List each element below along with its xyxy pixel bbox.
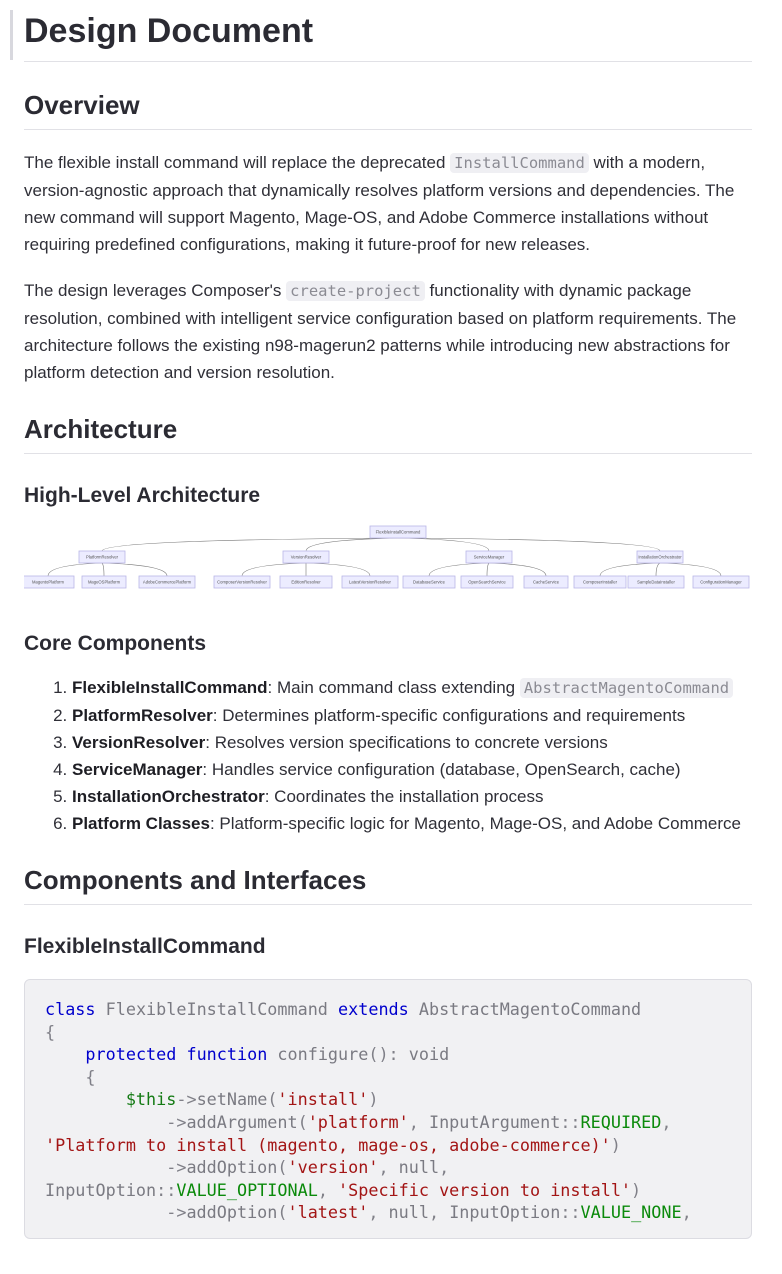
code-token: configure [277,1044,369,1065]
code-token: setName [196,1089,268,1110]
code-token: ( [277,1157,288,1178]
code-token: addArgument [186,1111,298,1132]
code-token: ( [267,1089,278,1110]
core-component-description: : Determines platform-specific configurations and requirements [212,706,686,725]
overview-p2-text-after: functionality with dynamic package resolution, combined with intelligent service configuration based on platform requirements. The architecture follows the existing n98-magerun2 patterns while introducing new abstractions for platform detection and version resolution. [24,281,737,382]
core-component-description: : Resolves version specifications to concrete versions [205,733,608,752]
code-token: , [661,1111,672,1132]
code-token: AbstractMagentoCommand [418,999,642,1019]
diagram-node-child-label: ComposerInstaller [583,579,617,585]
code-token: addOption [186,1157,278,1178]
code-line [45,1043,731,1066]
overview-p2-text-before: The design leverages Composer's [24,281,287,300]
diagram-edge [102,563,167,576]
code-token: 'Specific version to install' [338,1179,632,1200]
architecture-diagram [24,524,752,604]
diagram-edge [242,563,306,576]
diagram-node-group-label: PlatformResolver [85,554,119,560]
core-component-name: InstallationOrchestrator [72,787,265,806]
page-title: Design Document [24,0,752,62]
code-token: { [45,1066,96,1087]
code-token: :: [560,1111,581,1132]
code-line [45,1201,731,1224]
architecture-heading: Architecture [24,414,752,454]
core-component-name: ServiceManager [72,760,203,779]
diagram-edge [48,563,102,576]
diagram-edge [306,563,370,576]
diagram-node-child-label: SampleDataInstaller [637,579,675,585]
diagram-node-child [574,576,626,588]
diagram-node-group-label: ServiceManager [473,554,505,560]
core-component-description: : Handles service configuration (database, OpenSearch, cache) [202,760,681,779]
code-token [45,1044,85,1064]
code-token: void [408,1044,450,1065]
code-block [24,979,752,1239]
code-line [45,1134,731,1157]
inline-code-installcommand: InstallCommand [450,153,589,173]
code-line [45,1088,731,1111]
code-token: extends [338,999,409,1019]
flexibleinstallcommand-heading: FlexibleInstallCommand [24,935,266,958]
code-token: ) [631,1179,642,1200]
diagram-node-child-label: DatabaseService [413,579,445,585]
diagram-node-child-label: MagentoPlatform [32,579,64,585]
code-token: protected [85,1044,177,1065]
code-token: -> [176,1089,197,1110]
diagram-node-child [628,576,684,588]
diagram-node-group [637,551,683,563]
code-token: InputOption [45,1179,157,1200]
core-component-item [72,810,752,837]
overview-paragraph-1 [24,149,752,258]
diagram-node-group [79,551,125,563]
code-token: class [45,999,96,1019]
code-token: ( [297,1111,308,1132]
code-token [96,999,106,1019]
code-token [328,999,338,1019]
diagram-node-child [214,576,270,588]
diagram-node-child [24,576,74,588]
core-component-item [72,729,752,756]
core-components-list [24,674,752,837]
code-line [45,1021,731,1044]
core-component-description: : Coordinates the installation process [264,787,544,806]
code-line [45,1156,731,1179]
code-token: (): [368,1044,409,1065]
code-token: , [368,1202,389,1223]
diagram-node-child [342,576,398,588]
diagram-node-root-label: FlexibleInstallCommand [375,529,421,535]
diagram-edge [656,563,660,576]
core-component-name: VersionResolver [72,733,206,752]
diagram-node-group-label: InstallationOrchestrator [638,554,682,560]
diagram-node-child [280,576,332,588]
code-token: ( [277,1202,288,1223]
code-token: function [186,1044,268,1065]
code-token [176,1044,186,1064]
code-token: -> [45,1202,187,1223]
diagram-edge [487,563,489,576]
components-interfaces-heading: Components and Interfaces [24,865,752,905]
code-token: , [428,1202,450,1223]
code-token: :: [560,1202,581,1223]
code-line [45,1179,731,1202]
diagram-node-child-label: CacheService [532,579,560,585]
diagram-node-group [283,551,329,563]
diagram-edge [102,563,104,576]
code-line [45,1066,731,1089]
inline-code-abstractmagentocommand: AbstractMagentoCommand [520,678,733,698]
code-token: 'version' [287,1157,379,1178]
diagram-edge [398,538,489,551]
diagram-node-child [524,576,568,588]
core-component-name: FlexibleInstallCommand [72,678,268,697]
core-component-name: PlatformResolver [72,706,213,725]
diagram-node-child-label: ConfigurationManager [700,579,742,585]
code-line [45,1111,731,1134]
code-content [45,998,731,1224]
code-token [45,1089,126,1109]
inline-code-create-project: create-project [286,281,425,301]
code-token: :: [156,1179,177,1200]
code-token: -> [45,1111,187,1132]
code-token: -> [45,1157,187,1178]
core-components-heading: Core Components [24,632,207,655]
code-token: , [681,1202,692,1223]
diagram-node-child-label: ComposerVersionResolver [217,579,267,585]
code-token [409,999,419,1019]
diagram-edge [489,563,546,576]
code-token: InputArgument [428,1111,561,1132]
diagram-node-child-label: MageOSPlatform [87,579,121,585]
code-token: 'Platform to install (magento, mage-os, adobe-commerce)' [45,1134,611,1155]
overview-p1-text-before: The flexible install command will replace the deprecated [24,153,451,172]
code-token: { [45,1021,56,1042]
diagram-node-child [139,576,195,588]
code-token: null [398,1157,440,1178]
diagram-node-child [461,576,513,588]
overview-heading: Overview [24,90,752,130]
core-component-description: : Main command class extending [267,678,520,697]
code-token: , [439,1157,450,1178]
code-token: 'install' [277,1089,369,1110]
code-line [45,998,731,1021]
diagram-edge [306,538,398,551]
code-token: 'latest' [287,1202,369,1223]
code-token: FlexibleInstallCommand [105,999,328,1019]
code-token: addOption [186,1202,278,1223]
diagram-node-child-label: EditionResolver [291,579,321,585]
code-token: VALUE_NONE [580,1202,682,1223]
diagram-edge [660,563,721,576]
diagram-node-child-label: AdobeCommercePlatform [142,579,192,585]
core-component-description: : Platform-specific logic for Magento, Mage-OS, and Adobe Commerce [209,814,741,833]
diagram-node-child [693,576,749,588]
diagram-edge [429,563,489,576]
left-border-accent [10,10,13,60]
diagram-node-child [82,576,126,588]
code-token: 'platform' [307,1111,409,1132]
core-component-item [72,674,752,702]
diagram-node-child-label: OpenSearchService [468,579,506,585]
core-component-item [72,702,752,729]
overview-p1-text-after: with a modern, version-agnostic approach that dynamically resolves platform versions and dependencies. The new command will support Magento, Mage-OS, and Adobe Commerce installations without requiring predefined configurations, making it future-proof for new releases. [24,153,735,254]
code-token: $this [125,1089,177,1110]
code-token: , [317,1179,339,1200]
diagram-node-group-label: VersionResolver [290,554,322,560]
code-token: VALUE_OPTIONAL [176,1179,318,1200]
code-token: , [408,1111,429,1132]
code-token: null [388,1202,429,1223]
diagram-edge [398,538,660,551]
code-token: InputOption [449,1202,561,1223]
diagram-node-child-label: LatestVersionResolver [349,579,391,585]
code-token: , [378,1157,399,1178]
code-token: REQUIRED [580,1111,662,1132]
diagram-node-child [403,576,455,588]
core-component-item [72,783,752,810]
diagram-node-root [370,526,426,538]
code-token: ) [610,1134,621,1155]
diagram-edge [600,563,660,576]
code-token [267,1044,277,1064]
high-level-architecture-heading: High-Level Architecture [24,484,261,507]
overview-paragraph-2 [24,277,752,386]
core-component-item [72,756,752,783]
core-component-name: Platform Classes [72,814,210,833]
code-token: ) [368,1089,379,1110]
diagram-node-group [466,551,512,563]
